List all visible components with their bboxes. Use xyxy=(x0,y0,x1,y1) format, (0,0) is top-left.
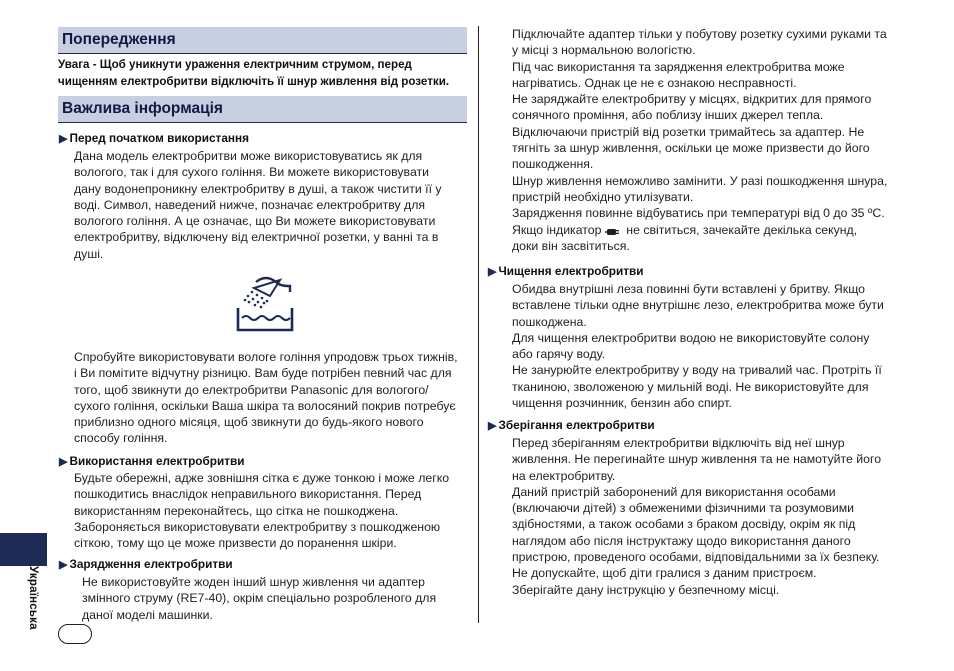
text-line: тканиною, зволоженою у мильній воді. Не використовуйте для xyxy=(512,379,869,394)
warning-line: чищенням електробритви відключіть її шнур живлення від розетки. xyxy=(58,74,450,88)
text-line: Зберігайте дану інструкцію у безпечному місці. xyxy=(512,582,780,597)
text-line: Відключаючи пристрій від розетки тримайтесь за адаптер. Не xyxy=(512,124,865,139)
section-clean-title xyxy=(488,264,644,280)
warning-line: Увага - Щоб уникнути ураження електричним струмом, перед xyxy=(58,58,412,71)
text-line: (включаючи дітей) з обмеженими фізичними та розумовими xyxy=(512,501,855,516)
text-line: сухого гоління, оскільки Ваша шкіра та волосяний покрив потребує xyxy=(74,398,456,413)
warning-header-text: Попередження xyxy=(62,31,176,48)
text-line: змінного струму (RE7-40), окрім спеціально розробленого для xyxy=(82,591,437,606)
text-line: пошкодження. xyxy=(512,157,594,172)
text-line: того, щоб звикнути до електробритви Panasonic для вологого/ xyxy=(74,382,429,397)
language-tab xyxy=(0,533,47,566)
text-line: доки він засвітиться. xyxy=(512,238,630,253)
text-line: чищення розчинник, бензин або спирт. xyxy=(512,396,732,411)
text-line: дану водонепроникну електробритву в душі, а також чистити її у xyxy=(74,181,442,196)
section-store-text xyxy=(512,435,881,598)
section-store-title xyxy=(488,418,655,434)
text-line: даної моделі машинки. xyxy=(82,607,213,622)
text-line: вологого, так і для сухого гоління. Ви можете використовувати xyxy=(74,165,430,180)
text-line: або гарячу воду. xyxy=(512,347,605,362)
language-label: Українська xyxy=(27,566,39,630)
text-line: сонячного проміння, або поблизу інших джерел тепла. xyxy=(512,108,824,123)
text-line: електробритву, відключену від електричної розетки, у ванні та в xyxy=(74,230,439,245)
text-line: Шнур живлення неможливо замінити. У разі пошкодження шнура, xyxy=(512,173,888,188)
section-clean-text xyxy=(512,281,884,411)
section-title-text: Зберігання електробритви xyxy=(498,418,655,432)
text-line: пошкоджена. xyxy=(512,314,587,329)
text-line: пошкодитись внаслідок неправильного використання. Перед xyxy=(74,487,422,502)
text-line: і Ви помітите відчутну різницю. Вам буде потрібен певний час для xyxy=(74,366,452,381)
arrow-icon: ▶ xyxy=(59,133,68,145)
text-line: Даний пристрій заборонений для використання особами xyxy=(512,484,836,499)
section-before-text-2 xyxy=(74,349,458,447)
arrow-icon: ▶ xyxy=(59,559,68,571)
indicator-line xyxy=(512,222,887,238)
arrow-icon: ▶ xyxy=(59,456,68,468)
text-line: живлення. Не перегинайте шнур живлення та не намотуйте його xyxy=(512,452,882,467)
page-number-oval xyxy=(58,624,92,644)
section-charge-title xyxy=(59,557,233,573)
arrow-icon: ▶ xyxy=(488,420,497,432)
charge-continued-text xyxy=(512,26,887,254)
section-title-text: Використання електробритви xyxy=(69,454,245,468)
section-before-title xyxy=(59,131,249,147)
text-line: Перед зберіганням електробритви відключіть від неї шнур xyxy=(512,436,845,450)
text-line: способу гоління. xyxy=(74,431,168,446)
section-charge-text xyxy=(82,574,436,623)
text-line: Спробуйте використовувати вологе гоління упродовж трьох тижнів, xyxy=(74,350,458,364)
warning-header xyxy=(58,27,467,54)
section-title-text: Перед початком використання xyxy=(69,131,250,145)
text-line: Підключайте адаптер тільки у побутову розетку сухими руками та xyxy=(512,27,887,41)
text-line: Для чищення електробритви водою не використовуйте солону xyxy=(512,330,870,345)
text-line: нагріватись. Однак це не є ознакою несправності. xyxy=(512,75,797,90)
section-title-text: Зарядження електробритви xyxy=(69,557,233,571)
text-line: вологого гоління. А це означає, що Ви можете використовувати xyxy=(74,214,436,229)
text-line: здібностями, а також особами з браком досвіду, окрім як під xyxy=(512,517,856,532)
section-use-text xyxy=(74,470,449,551)
text-line: Дана модель електробритви може використовуватись як для xyxy=(74,149,423,163)
text-line: Не допускайте, щоб діти гралися з даним пристроєм. xyxy=(512,566,817,581)
text-line: Зарядження повинне відбуватись при температурі від 0 до 35 ºC. xyxy=(512,206,885,221)
warning-text xyxy=(58,57,470,90)
section-title-text: Чищення електробритви xyxy=(498,264,644,278)
section-use-title xyxy=(59,454,245,470)
text-line: тягніть за шнур живлення, оскільки це може призвести до його xyxy=(512,141,870,156)
info-header xyxy=(58,96,467,123)
shower-bath-icon xyxy=(234,274,296,334)
text-line: приблизно одного місяця, щоб звикнути до будь-якого нового xyxy=(74,415,424,430)
arrow-icon: ▶ xyxy=(488,266,497,278)
column-divider xyxy=(478,26,479,623)
text-line: у місці з нормальною вологістю. xyxy=(512,43,696,58)
text-line: Будьте обережні, адже зовнішня сітка є дуже тонкою і може легко xyxy=(74,471,450,485)
text-line: Не заряджайте електробритву у місцях, відкритих для прямого xyxy=(512,92,872,107)
section-before-text xyxy=(74,148,442,262)
text-line: вставлене тільки одне внутрішнє лезо, електробритва може бути xyxy=(512,298,884,313)
text-line: Під час використання та зарядження електробритва може xyxy=(512,59,845,74)
text-line: сіткою, тому що це може призвести до поранення шкіри. xyxy=(74,536,397,551)
text-line: використанням переконайтесь, що сітка не пошкоджена. xyxy=(74,503,399,518)
indicator-text-after: не світиться, зачекайте декілька секунд, xyxy=(626,222,858,237)
text-line: Забороняється використовувати електробритву з пошкодженою xyxy=(74,519,441,534)
text-line: душі. xyxy=(74,246,104,261)
plug-indicator-icon xyxy=(605,225,623,235)
text-line: пристрій необхідно утилізувати. xyxy=(512,189,694,204)
text-line: на електробритву. xyxy=(512,468,616,483)
text-line: наглядом або після інструктажу щодо використання даного xyxy=(512,533,851,548)
text-line: Не занурюйте електробритву у воду на тривалий час. Протріть її xyxy=(512,363,882,378)
indicator-text-before: Якщо індикатор xyxy=(512,222,602,237)
info-header-text: Важлива інформація xyxy=(62,100,223,117)
text-line: воді. Символ, наведений нижче, позначає електробритву для xyxy=(74,197,426,212)
text-line: Не використовуйте жоден інший шнур живлення чи адаптер xyxy=(82,575,425,589)
text-line: пристрою, проведеного особами, відповідальними за їх безпеку. xyxy=(512,550,880,565)
text-line: Обидва внутрішні леза повинні бути вставлені у бритву. Якщо xyxy=(512,282,866,296)
